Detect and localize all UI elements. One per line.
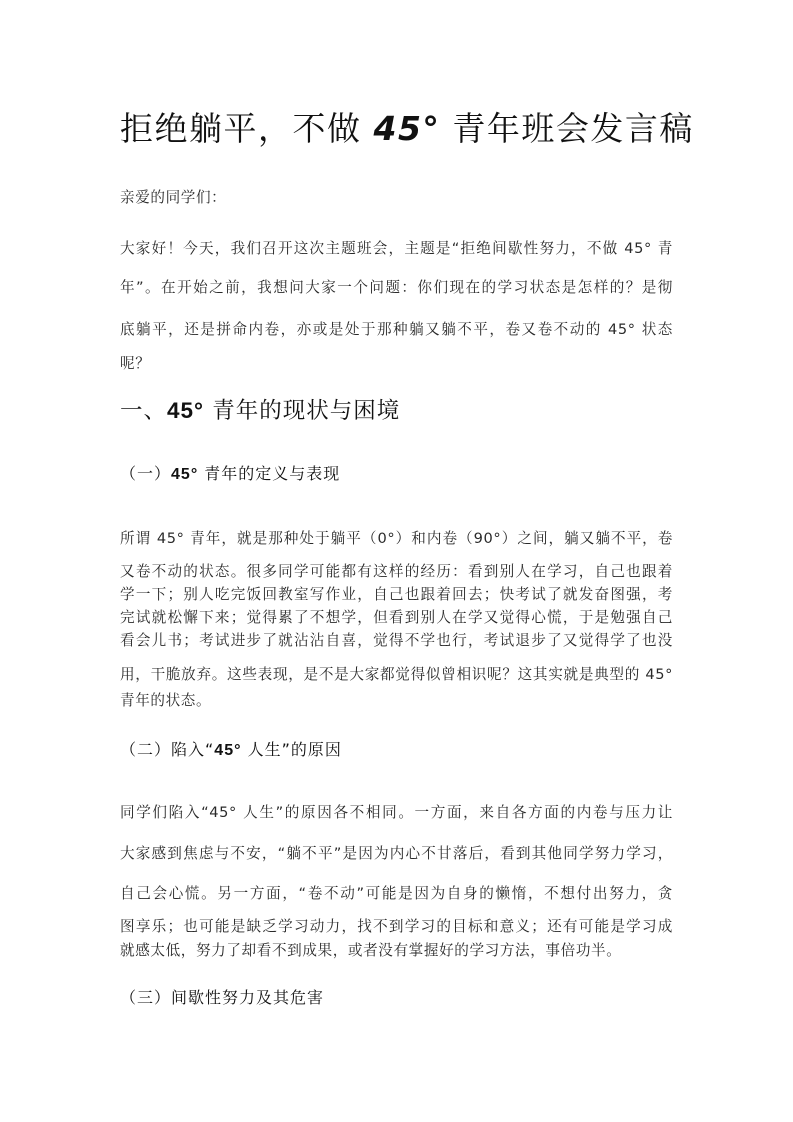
salutation: 亲爱的同学们： [120, 189, 227, 206]
heading-prefix: 一、 [120, 398, 168, 424]
heading-prefix: （一） [120, 464, 172, 483]
title-number: 45° [373, 109, 441, 148]
subsection-heading-2 [120, 737, 342, 760]
heading-prefix: （二）陷入“ [120, 740, 215, 759]
paragraph-line: 又卷不动的状态。很多同学可能都有这样的经历：看到别人在学习，自己也跟着 [120, 563, 673, 580]
intro-line: 底躺平，还是拼命内卷，亦或是处于那种躺又躺不平，卷又卷不动的 45° 状态 [120, 321, 673, 338]
title-suffix: 青年班会发言稿 [440, 109, 694, 148]
heading-suffix: 青年的现状与困境 [204, 398, 401, 424]
paragraph-line: 自己会心慌。另一方面，“卷不动”可能是因为自身的懒惰，不想付出努力，贪 [120, 885, 673, 902]
paragraph-line: 用，干脆放弃。这些表现，是不是大家都觉得似曾相识呢？这其实就是典型的 45° [120, 666, 673, 683]
intro-line: 呢？ [120, 355, 151, 372]
document-title [120, 103, 694, 150]
title-prefix: 拒绝躺平，不做 [120, 109, 374, 148]
paragraph-line: 同学们陷入“45° 人生”的原因各不相同。一方面，来自各方面的内卷与压力让 [120, 804, 673, 821]
paragraph-line: 大家感到焦虑与不安，“躺不平”是因为内心不甘落后，看到其他同学努力学习， [120, 845, 673, 862]
paragraph-line: 学一下；别人吃完饭回教室写作业，自己也跟着回去；快考试了就发奋图强，考 [120, 586, 673, 603]
paragraph-line: 所谓 45° 青年，就是那种处于躺平（0°）和内卷（90°）之间，躺又躺不平，卷 [120, 530, 673, 547]
heading-number: 45° [171, 466, 199, 483]
paragraph-line: 就感太低，努力了却看不到成果，或者没有掌握好的学习方法，事倍功半。 [120, 942, 622, 959]
heading-number: 45° [214, 742, 242, 759]
heading-number: 45° [167, 398, 205, 423]
paragraph-line: 青年的状态。 [120, 692, 212, 709]
section-heading-1 [120, 393, 400, 425]
paragraph-line: 图享乐；也可能是缺乏学习动力，找不到学习的目标和意义；还有可能是学习成 [120, 918, 673, 935]
paragraph-line: 完试就松懈下来；觉得累了不想学，但看到别人在学又觉得心慌，于是勉强自己 [120, 609, 673, 626]
paragraph-line: 看会儿书；考试进步了就沾沾自喜，觉得不学也行，考试退步了又觉得学了也没 [120, 632, 673, 649]
intro-line: 年”。在开始之前，我想问大家一个问题：你们现在的学习状态是怎样的？是彻 [120, 279, 673, 296]
subsection-heading-1 [120, 461, 340, 484]
subsection-heading-3: （三）间歇性努力及其危害 [120, 988, 325, 1007]
heading-suffix: 人生”的原因 [241, 740, 342, 759]
heading-suffix: 青年的定义与表现 [198, 464, 341, 483]
intro-line: 大家好！今天，我们召开这次主题班会，主题是“拒绝间歇性努力，不做 45° 青 [120, 240, 673, 257]
